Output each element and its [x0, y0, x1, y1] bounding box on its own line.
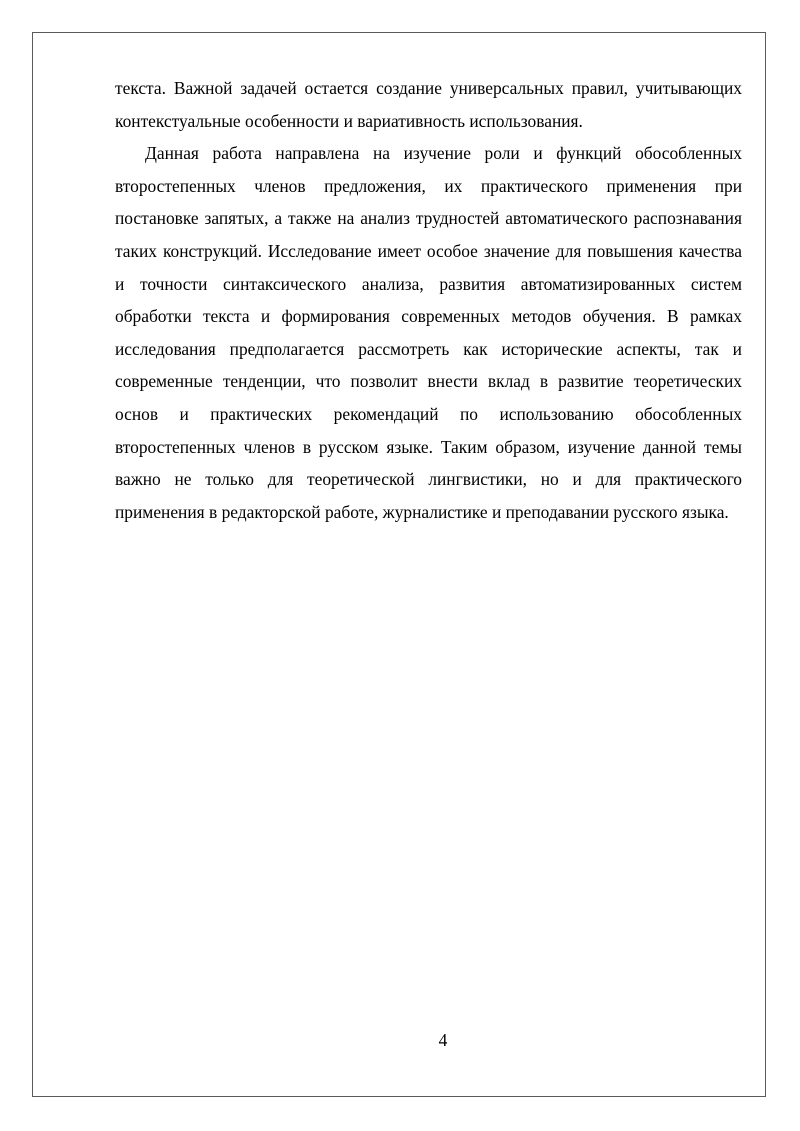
- paragraph-main: Данная работа направлена на изучение роли и функций обособленных второстепенных членов предложения, их практического применения при постановке запятых, а также на анализ трудностей автоматического распознавания таких конструкций. Исследование имеет особое значение для повышения качества и точности синтаксического анализа, развития автоматизированных систем обработки текста и формирования современных методов обучения. В рамках исследования предполагается рассмотреть как исторические аспекты, так и современные тенденции, что позволит внести вклад в развитие теоретических основ и практических рекомендаций по использованию обособленных второстепенных членов в русском языке. Таким образом, изучение данной темы важно не только для теоретической лингвистики, но и для практического применения в редакторской работе, журналистике и преподавании русского языка.: [115, 143, 742, 522]
- document-body: [115, 72, 742, 528]
- page-number: 4: [438, 1030, 448, 1050]
- paragraph-continuation: текста. Важной задачей остается создание универсальных правил, учитывающих контекстуальные особенности и вариативность использования.: [115, 78, 742, 131]
